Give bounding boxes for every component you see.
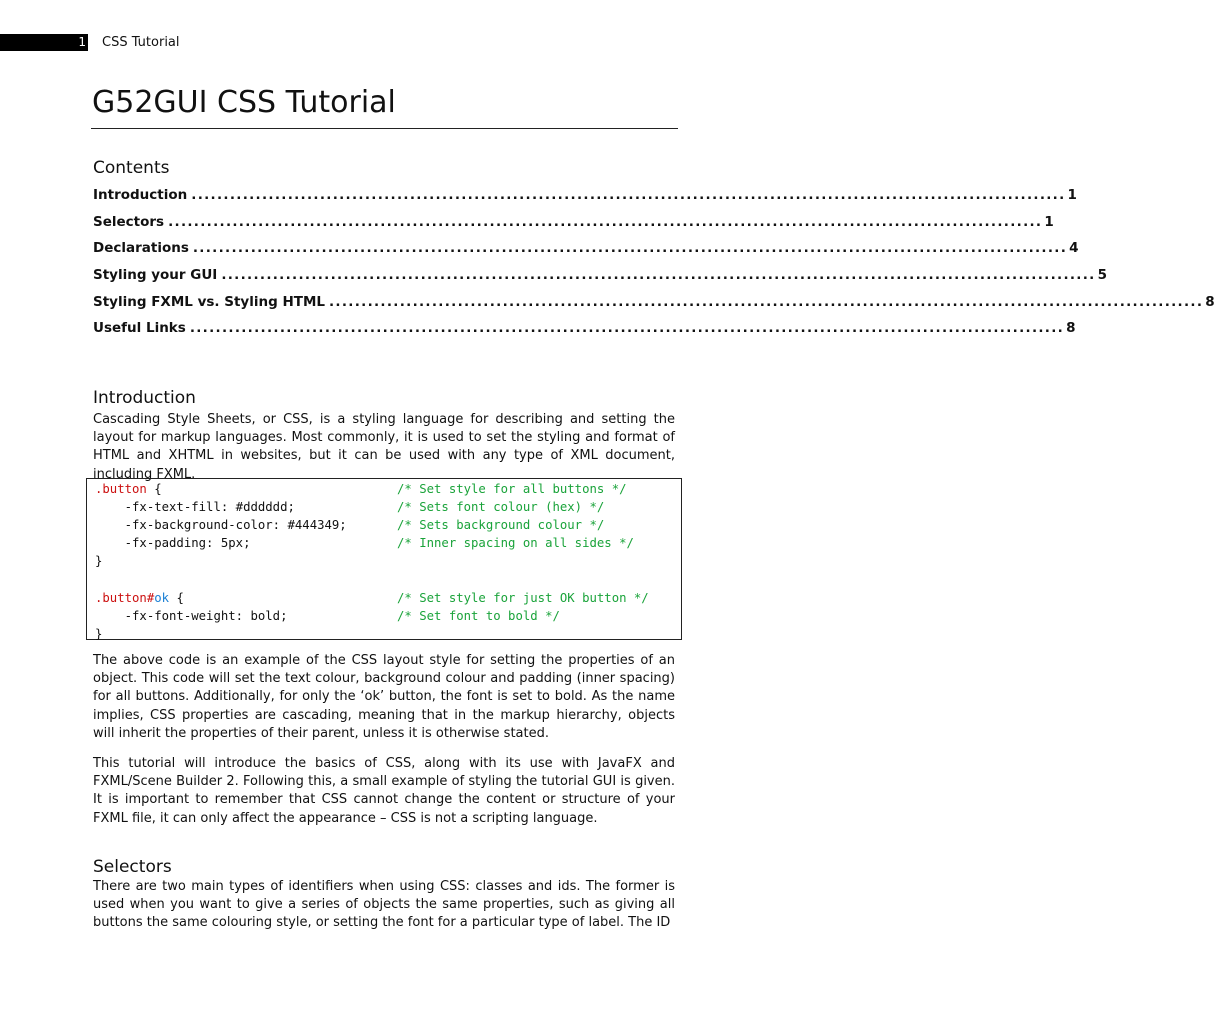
toc-leader-dots: ........................................................................................................................................	[329, 293, 1204, 310]
code-line	[95, 589, 681, 607]
code-comment: /* Set font to bold */	[397, 608, 560, 623]
header-running-title: CSS Tutorial	[102, 35, 180, 50]
code-blank-line	[95, 570, 681, 588]
toc-entry-page: 4	[1069, 240, 1079, 257]
toc-entry-label: Declarations	[93, 240, 189, 257]
toc-entry-page: 5	[1097, 267, 1107, 284]
code-comment: /* Inner spacing on all sides */	[397, 536, 634, 551]
toc-entry-label: Introduction	[93, 187, 188, 203]
code-comment: /* Set style for just OK button */	[397, 590, 649, 605]
toc-entry-label: Styling FXML vs. Styling HTML	[93, 293, 325, 310]
code-text: -fx-text-fill: #dddddd;	[95, 500, 295, 515]
toc-entry-styling-fxml-vs-html[interactable]	[93, 293, 1215, 321]
introduction-paragraph-3: This tutorial will introduce the basics of CSS, along with its use with JavaFX and FXML/Scene Builder 2. Following this, a small example of styling the tutorial GUI is given. It is important to remember that CSS cannot change the content or structure of your FXML file, it can only affect the appearance – CSS is not a scripting language.	[93, 756, 675, 826]
code-text: {	[169, 590, 184, 605]
code-line	[95, 480, 681, 498]
selectors-heading: Selectors	[93, 857, 172, 877]
toc-leader-dots: ........................................................................................................................................	[189, 320, 1065, 337]
code-text: -fx-font-weight: bold;	[95, 608, 288, 623]
code-line	[95, 625, 681, 643]
code-text: {	[146, 482, 162, 496]
introduction-paragraph-1: Cascading Style Sheets, or CSS, is a styling language for describing and setting the layout for markup languages. Most commonly, it is used to set the styling and format of HTML and XHTML in websites, but it can be used with any type of XML document, including FXML.	[93, 412, 675, 482]
toc-entry-page: 8	[1205, 293, 1215, 310]
code-line	[95, 552, 681, 570]
toc-entry-label: Useful Links	[93, 320, 186, 337]
code-line	[95, 607, 681, 625]
toc-leader-dots: ........................................................................................................................................	[168, 213, 1043, 230]
code-text: }	[95, 554, 103, 569]
introduction-paragraph-2: The above code is an example of the CSS layout style for setting the properties of an object. This code will set the text colour, background colour and padding (inner spacing) for all buttons. Additionally, for only the ‘ok’ button, the font is set to bold. As the name implies, CSS properties are cascading, meaning that in the markup hierarchy, objects will inherit the properties of their parent, unless it is otherwise stated.	[93, 653, 675, 741]
toc-entry-page: 8	[1066, 320, 1076, 337]
code-text: -fx-padding: 5px;	[95, 536, 251, 551]
header-page-number: 1	[78, 35, 86, 49]
code-text: -fx-background-color: #444349;	[95, 518, 347, 533]
code-selector: .button	[95, 482, 147, 496]
code-line	[95, 498, 681, 516]
introduction-heading: Introduction	[93, 388, 196, 408]
code-id: ok	[154, 590, 170, 605]
code-selector: .button	[95, 590, 147, 605]
code-comment: /* Sets font colour (hex) */	[397, 500, 605, 515]
code-comment: /* Sets background colour */	[397, 518, 605, 533]
toc-entry-declarations[interactable]	[93, 240, 1079, 267]
toc-entry-label: Selectors	[93, 213, 165, 230]
toc-entry-selectors[interactable]	[93, 213, 1054, 241]
title-rule	[91, 128, 678, 129]
code-line	[95, 534, 681, 552]
code-comment: /* Set style for all buttons */	[397, 482, 627, 496]
toc-entry-useful-links[interactable]	[93, 320, 1076, 347]
toc-entry-page: 1	[1044, 213, 1054, 230]
toc-entry-page: 1	[1067, 187, 1077, 203]
toc-entry-introduction[interactable]	[93, 187, 1077, 214]
code-text: }	[95, 626, 103, 641]
contents-heading: Contents	[93, 158, 170, 178]
toc-leader-dots: ........................................................................................................................................	[221, 267, 1096, 284]
toc-entry-label: Styling your GUI	[93, 267, 218, 284]
toc-leader-dots: ........................................................................................................................................	[192, 240, 1068, 257]
code-example-box	[86, 478, 682, 640]
selectors-paragraph-1: There are two main types of identifiers when using CSS: classes and ids. The former is used when you want to give a series of objects the same properties, such as giving all buttons the same colouring style, or setting the font for a particular type of label. The ID	[93, 879, 675, 931]
table-of-contents	[93, 187, 1215, 347]
document-title: G52GUI CSS Tutorial	[92, 85, 396, 120]
toc-entry-styling-your-gui[interactable]	[93, 267, 1107, 294]
code-id-hash: #	[146, 590, 155, 605]
toc-leader-dots: ........................................................................................................................................	[191, 187, 1066, 203]
code-line	[95, 516, 681, 534]
